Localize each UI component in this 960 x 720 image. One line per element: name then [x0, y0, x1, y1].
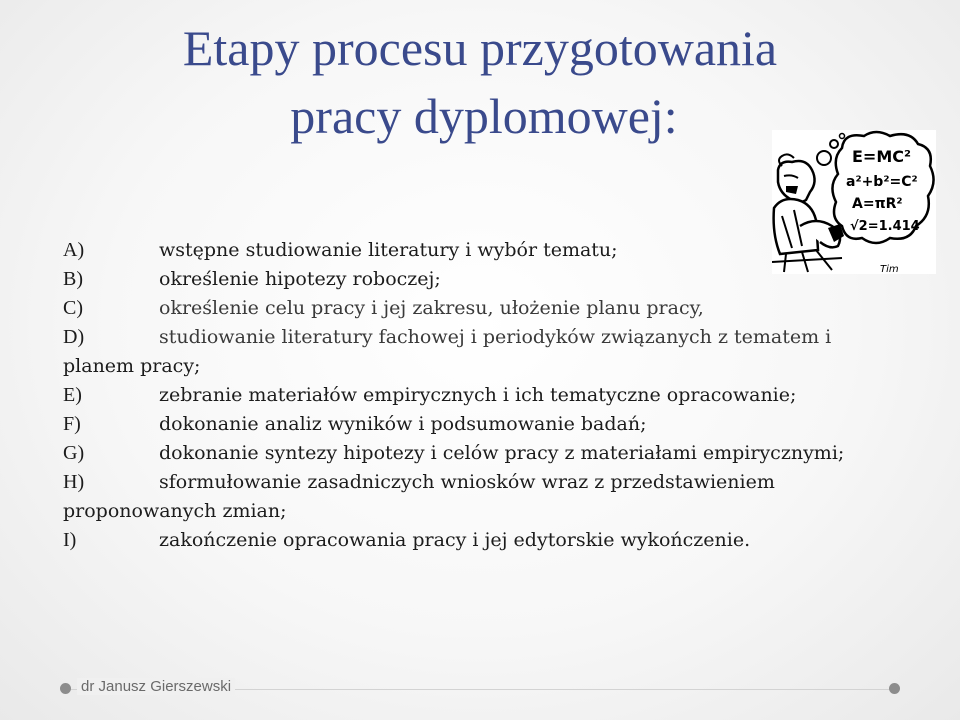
footer-bullet-left-icon	[60, 683, 71, 694]
list-item	[63, 323, 933, 352]
item-text: sformułowanie zasadniczych wniosków wraz z przedstawieniem	[159, 471, 775, 493]
item-text: studiowanie literatury fachowej i periodyków związanych z tematem i	[159, 326, 832, 348]
item-letter: E)	[63, 384, 82, 406]
footer-author: dr Janusz Gierszewski	[77, 678, 235, 695]
formula-4: √2=1.414	[850, 219, 920, 234]
item-letter: F)	[63, 413, 81, 435]
stages-list	[63, 236, 933, 555]
list-item	[63, 381, 933, 410]
item-text: zakończenie opracowania pracy i jej edytorskie wykończenie.	[159, 529, 751, 551]
item-text: dokonanie analiz wyników i podsumowanie badań;	[159, 413, 647, 435]
item-continuation: planem pracy;	[63, 355, 201, 377]
list-item	[63, 265, 933, 294]
footer-bullet-right-icon	[889, 683, 900, 694]
formula-3: A=πR²	[852, 196, 903, 212]
list-item	[63, 294, 933, 323]
item-letter: C)	[63, 297, 83, 319]
list-item	[63, 410, 933, 439]
item-text: wstępne studiowanie literatury i wybór tematu;	[159, 239, 618, 261]
item-letter: D)	[63, 326, 85, 348]
svg-text:Tim: Tim	[880, 264, 899, 274]
list-item	[63, 236, 933, 265]
list-item	[63, 439, 933, 468]
list-item	[63, 468, 933, 497]
item-text: określenie celu pracy i jej zakresu, ułożenie planu pracy,	[159, 297, 704, 319]
item-text: zebranie materiałów empirycznych i ich tematyczne opracowanie;	[159, 384, 797, 406]
item-text: dokonanie syntezy hipotezy i celów pracy z materiałami empirycznymi;	[159, 442, 845, 464]
formula-1: E=MC²	[852, 147, 912, 166]
item-letter: B)	[63, 268, 83, 290]
item-letter: H)	[63, 471, 85, 493]
item-text: określenie hipotezy roboczej;	[159, 268, 441, 290]
item-letter: A)	[63, 239, 85, 261]
list-item	[63, 526, 933, 555]
item-letter: G)	[63, 442, 85, 464]
formula-2: a²+b²=C²	[846, 174, 918, 190]
title-line-2: pracy dyplomowej:	[290, 88, 678, 144]
title-line-1: Etapy procesu przygotowania	[182, 20, 778, 76]
item-continuation: proponowanych zmian;	[63, 500, 287, 522]
item-letter: I)	[63, 529, 77, 551]
